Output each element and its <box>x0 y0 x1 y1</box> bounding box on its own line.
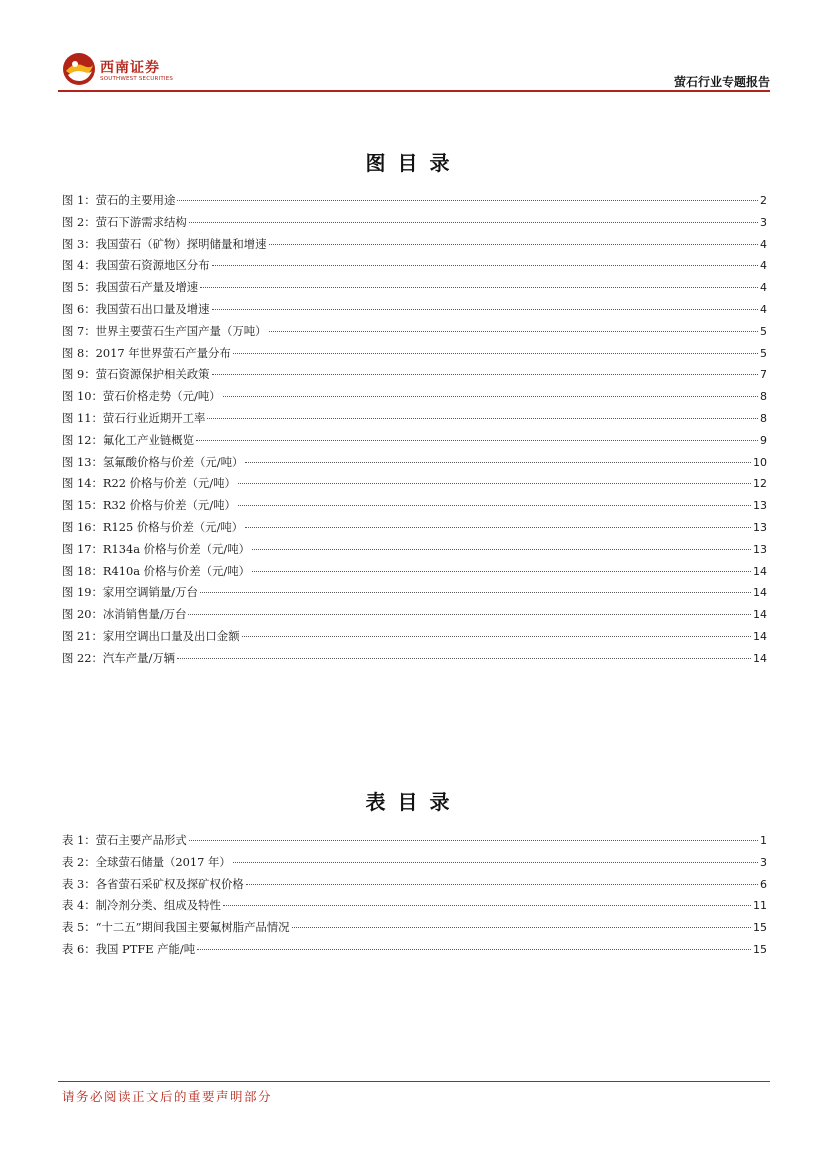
toc-entry-label: 图 21：家用空调出口量及出口金额 <box>62 628 240 643</box>
toc-entry-label: 图 9：萤石资源保护相关政策 <box>62 367 210 382</box>
toc-entry-page: 15 <box>753 921 767 935</box>
toc-entry-page: 14 <box>753 651 767 665</box>
toc-entry-label: 图 8：2017 年世界萤石产量分布 <box>62 345 231 360</box>
toc-dot-leader <box>252 571 751 572</box>
toc-entry[interactable] <box>62 323 767 345</box>
toc-dot-leader <box>246 884 758 885</box>
toc-entry[interactable] <box>62 366 767 388</box>
toc-entry[interactable] <box>62 388 767 410</box>
toc-entry-page: 7 <box>760 368 767 382</box>
toc-entry-page: 4 <box>760 237 767 251</box>
toc-entry[interactable] <box>62 279 767 301</box>
company-logo <box>62 50 172 86</box>
toc-entry-label: 图 4：我国萤石资源地区分布 <box>62 258 210 273</box>
tables-section-title: 表目录 <box>365 790 462 814</box>
toc-entry-label: 表 4：制冷剂分类、组成及特性 <box>62 898 221 913</box>
toc-entry-label: 表 3：各省萤石采矿权及探矿权价格 <box>62 876 244 891</box>
toc-entry-page: 9 <box>760 433 767 447</box>
toc-entry[interactable] <box>62 876 767 898</box>
toc-entry[interactable] <box>62 606 767 628</box>
toc-entry-page: 14 <box>753 608 767 622</box>
toc-entry-page: 4 <box>760 302 767 316</box>
toc-dot-leader <box>189 840 758 841</box>
toc-entry-label: 表 2：全球萤石储量（2017 年） <box>62 854 231 869</box>
toc-dot-leader <box>212 265 758 266</box>
toc-entry[interactable] <box>62 563 767 585</box>
toc-entry[interactable] <box>62 410 767 432</box>
toc-dot-leader <box>269 244 758 245</box>
toc-entry-page: 13 <box>753 520 767 534</box>
toc-entry-label: 图 10：萤石价格走势（元/吨） <box>62 389 221 404</box>
toc-entry-page: 11 <box>753 899 767 913</box>
toc-entry-label: 图 11：萤石行业近期开工率 <box>62 410 206 425</box>
toc-entry-page: 14 <box>753 629 767 643</box>
toc-entry-label: 图 19：家用空调销量/万台 <box>62 585 198 600</box>
toc-entry-page: 15 <box>753 942 767 956</box>
toc-entry-label: 表 1：萤石主要产品形式 <box>62 833 187 847</box>
toc-entry[interactable] <box>62 541 767 563</box>
report-title: 萤石行业专题报告 <box>673 75 770 89</box>
toc-entry[interactable] <box>62 832 767 854</box>
toc-entry-label: 图 1：萤石的主要用途 <box>62 193 176 207</box>
toc-entry-label: 图 22：汽车产量/万辆 <box>62 650 176 665</box>
toc-entry[interactable] <box>62 628 767 650</box>
toc-dot-leader <box>245 462 751 463</box>
toc-entry-label: 图 16：R125 价格与价差（元/吨） <box>62 519 244 534</box>
toc-dot-leader <box>233 353 758 354</box>
toc-entry-page: 14 <box>753 586 767 600</box>
toc-entry[interactable] <box>62 345 767 367</box>
toc-entry[interactable] <box>62 257 767 279</box>
toc-entry-label: 图 7：世界主要萤石生产国产量（万吨） <box>62 323 267 338</box>
toc-dot-leader <box>207 418 758 419</box>
toc-entry-label: 图 18：R410a 价格与价差（元/吨） <box>62 563 250 578</box>
header-divider <box>58 90 770 92</box>
toc-entry-label: 图 3：我国萤石（矿物）探明储量和增速 <box>62 236 267 251</box>
toc-entry-label: 图 5：我国萤石产量及增速 <box>62 280 199 295</box>
toc-entry-page: 13 <box>753 542 767 556</box>
toc-entry-page: 2 <box>760 194 767 207</box>
toc-entry-label: 图 15：R32 价格与价差（元/吨） <box>62 498 236 513</box>
tables-toc-list <box>62 832 767 963</box>
toc-dot-leader <box>177 200 758 201</box>
toc-dot-leader <box>252 549 751 550</box>
toc-entry-page: 8 <box>760 390 767 404</box>
figures-toc-list <box>62 192 767 672</box>
toc-entry-page: 1 <box>760 834 767 847</box>
toc-dot-leader <box>233 862 758 863</box>
toc-entry[interactable] <box>62 475 767 497</box>
toc-entry[interactable] <box>62 301 767 323</box>
logo-english-name: SOUTHWEST SECURITIES <box>100 76 174 82</box>
toc-entry[interactable] <box>62 941 767 963</box>
logo-name: 西南证券 <box>100 60 160 76</box>
toc-entry-page: 13 <box>753 499 767 513</box>
toc-entry-page: 6 <box>760 877 767 891</box>
toc-dot-leader <box>188 614 751 615</box>
toc-entry[interactable] <box>62 236 767 258</box>
toc-entry-page: 5 <box>760 346 767 360</box>
toc-entry[interactable] <box>62 214 767 236</box>
toc-entry-page: 5 <box>760 324 767 338</box>
logo-emblem-icon <box>62 52 96 86</box>
toc-entry-page: 3 <box>760 855 767 869</box>
toc-entry-label: 图 12：氟化工产业链概览 <box>62 432 195 447</box>
toc-dot-leader <box>242 636 751 637</box>
toc-entry[interactable] <box>62 454 767 476</box>
footer-disclaimer: 请务必阅读正文后的重要声明部分 <box>62 1089 273 1104</box>
toc-dot-leader <box>177 658 751 659</box>
toc-dot-leader <box>196 440 758 441</box>
toc-entry-label: 图 2：萤石下游需求结构 <box>62 214 187 229</box>
toc-entry[interactable] <box>62 497 767 519</box>
toc-dot-leader <box>200 592 751 593</box>
toc-entry-label: 表 6：我国 PTFE 产能/吨 <box>62 941 196 956</box>
toc-entry-page: 14 <box>753 564 767 578</box>
toc-entry[interactable] <box>62 897 767 919</box>
toc-dot-leader <box>223 905 751 906</box>
toc-entry-label: 图 14：R22 价格与价差（元/吨） <box>62 476 236 491</box>
toc-entry-page: 3 <box>760 215 767 229</box>
toc-entry[interactable] <box>62 519 767 541</box>
toc-entry[interactable] <box>62 584 767 606</box>
toc-entry-label: 表 5：“十二五”期间我国主要氟树脂产品情况 <box>62 920 290 935</box>
toc-entry-page: 12 <box>753 477 767 491</box>
toc-dot-leader <box>238 483 751 484</box>
figures-section-title: 图目录 <box>365 151 462 175</box>
toc-entry-label: 图 20：冰消销售量/万台 <box>62 607 187 622</box>
toc-entry[interactable] <box>62 919 767 941</box>
toc-entry[interactable] <box>62 854 767 876</box>
toc-dot-leader <box>269 331 758 332</box>
footer-divider <box>58 1081 770 1082</box>
toc-entry[interactable] <box>62 192 767 214</box>
toc-entry-page: 4 <box>760 281 767 295</box>
toc-entry-label: 图 13：氢氟酸价格与价差（元/吨） <box>62 454 244 469</box>
toc-dot-leader <box>223 396 758 397</box>
toc-dot-leader <box>197 949 751 950</box>
toc-entry-page: 10 <box>753 455 767 469</box>
toc-entry[interactable] <box>62 432 767 454</box>
toc-dot-leader <box>200 287 758 288</box>
toc-entry-label: 图 17：R134a 价格与价差（元/吨） <box>62 541 250 556</box>
toc-entry-label: 图 6：我国萤石出口量及增速 <box>62 301 210 316</box>
toc-dot-leader <box>212 374 758 375</box>
toc-dot-leader <box>189 222 758 223</box>
toc-dot-leader <box>245 527 751 528</box>
toc-entry[interactable] <box>62 650 767 672</box>
toc-dot-leader <box>238 505 751 506</box>
toc-entry-page: 8 <box>760 411 767 425</box>
toc-dot-leader <box>212 309 758 310</box>
toc-entry-page: 4 <box>760 259 767 273</box>
page-header <box>58 46 770 92</box>
toc-dot-leader <box>292 927 751 928</box>
